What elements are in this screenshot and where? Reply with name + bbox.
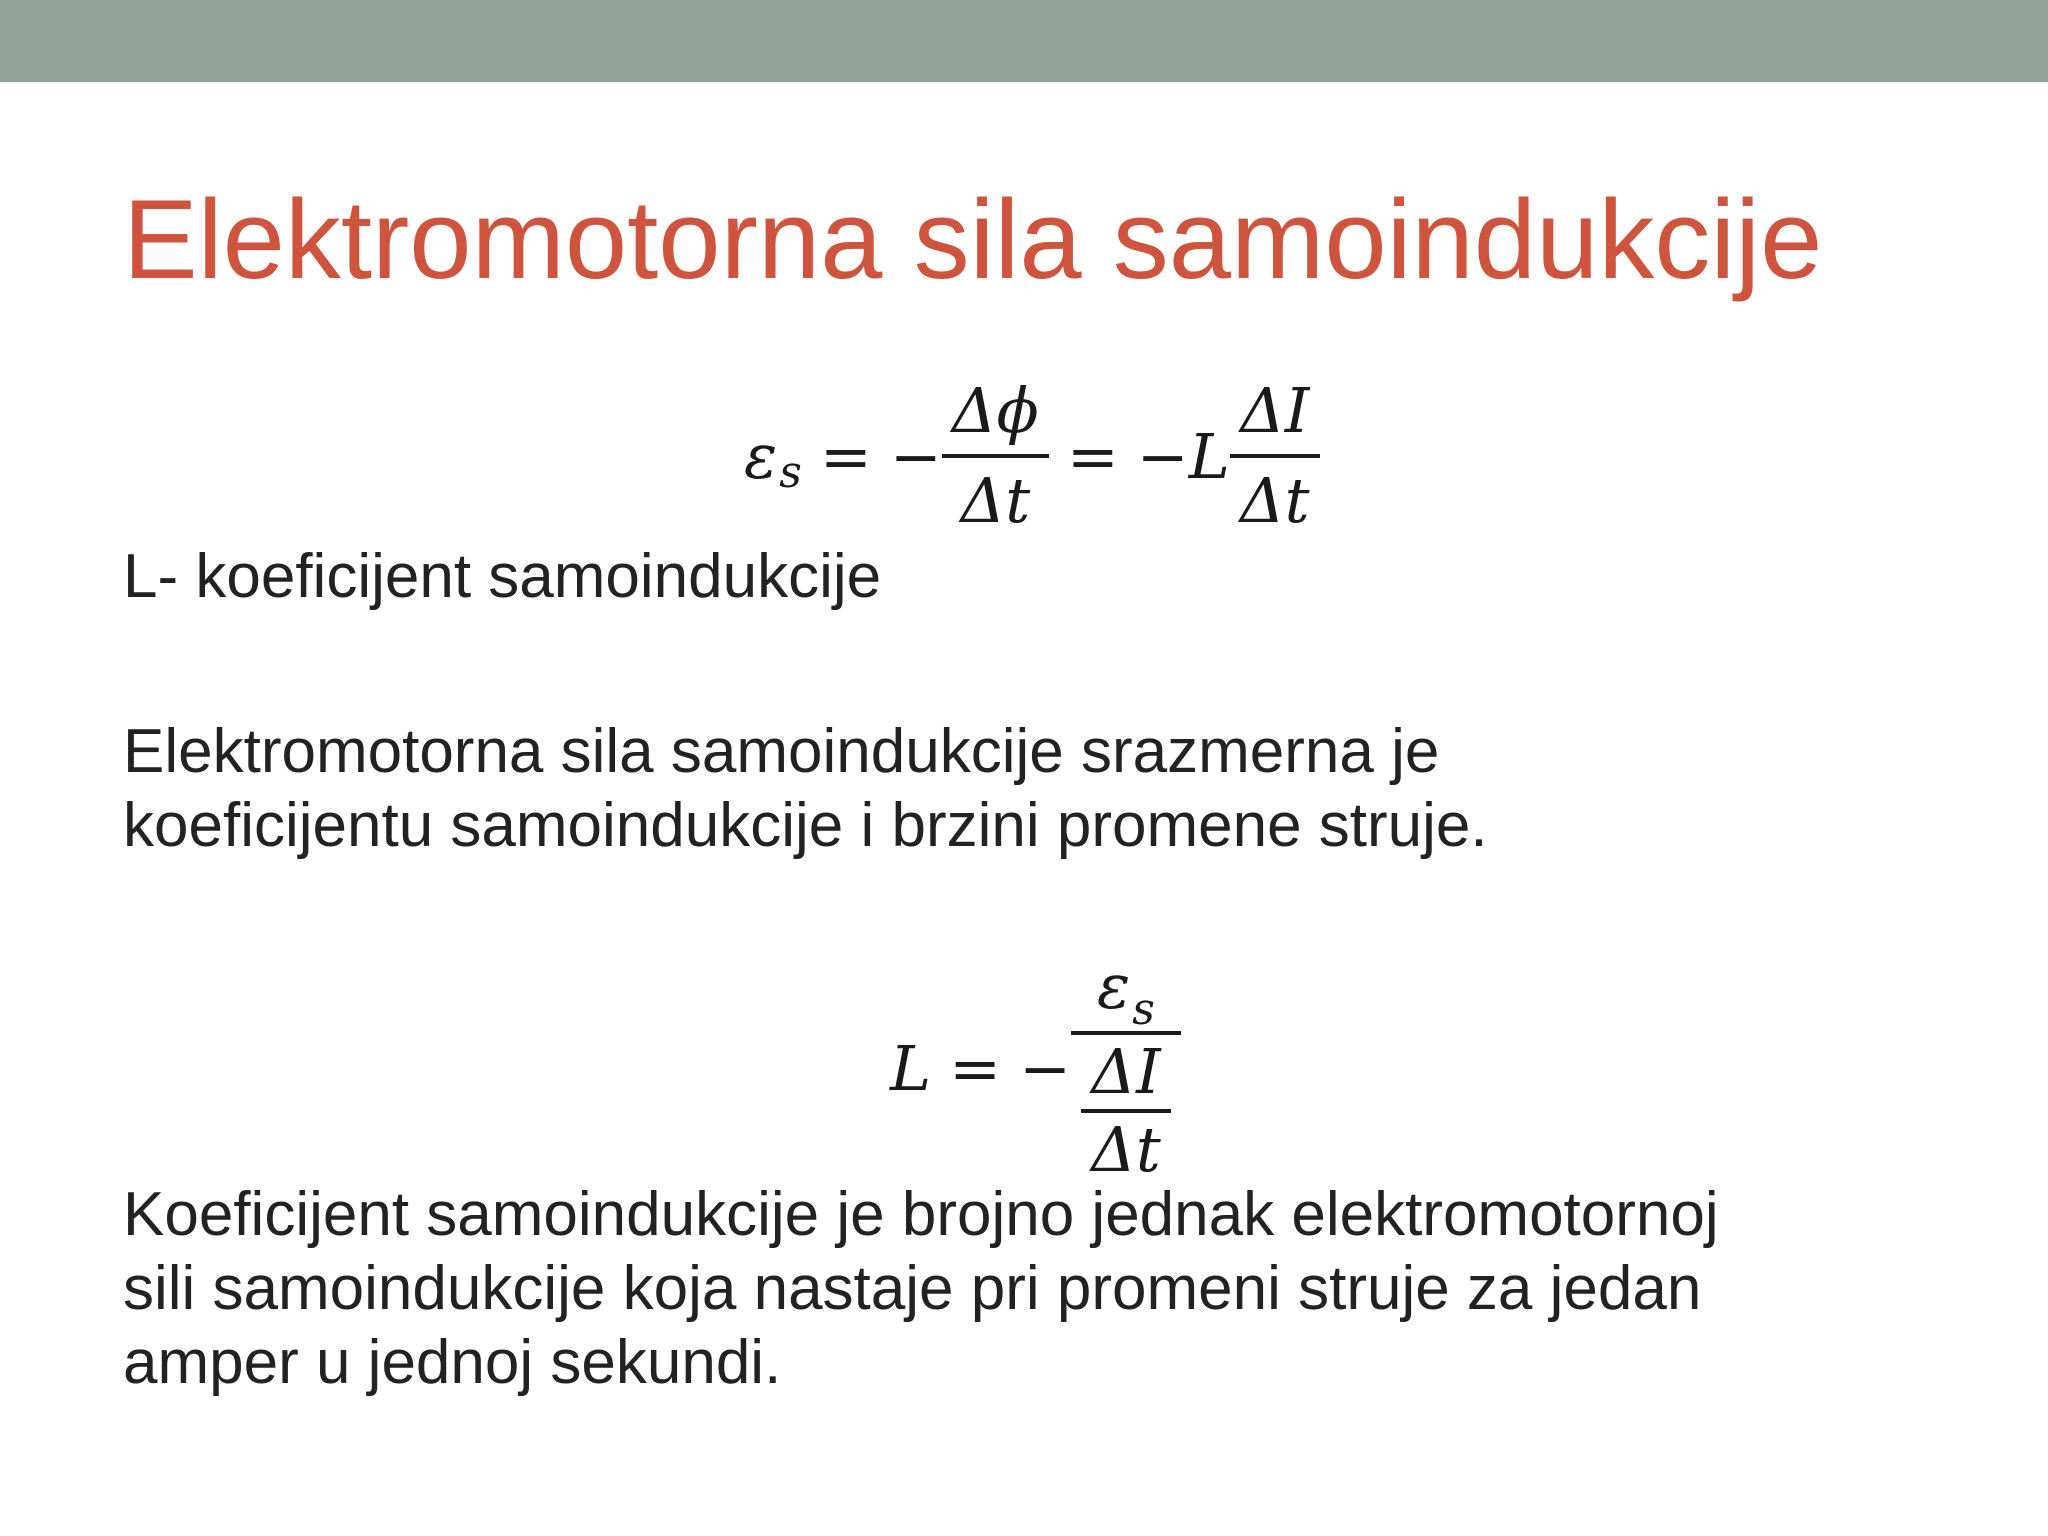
equals-sign: = [819, 419, 872, 493]
fraction-denominator: Δt [1239, 464, 1310, 537]
paragraph-line: amper u jednoj sekundi. [123, 1328, 782, 1397]
subscript-s: s [779, 446, 802, 498]
minus-sign: − [889, 419, 942, 493]
fraction-denominator [1071, 1035, 1181, 1187]
paragraph-line: sili samoindukcije koja nastaje pri promeni struje za jedan [123, 1254, 1702, 1323]
paragraph-line: Elektromotorna sila samoindukcije srazmerna je [123, 717, 1440, 786]
minus-L-term: −L [1136, 419, 1230, 493]
equals-sign: = [949, 1032, 1002, 1105]
fraction-current-over-time [1081, 1035, 1171, 1187]
slide-title: Elektromotorna sila samoindukcije [123, 177, 1823, 302]
paragraph-line: Koeficijent samoindukcije je brojno jednak elektromotornoj [123, 1180, 1719, 1249]
L-symbol: L [890, 1032, 932, 1105]
paragraph-line: koeficijentu samoindukcije i brzini promene struje. [123, 791, 1488, 860]
fraction-emf-over-rate [1071, 950, 1181, 1187]
epsilon-symbol: ε [744, 419, 778, 493]
fraction-denominator: Δt [1091, 1113, 1161, 1186]
equation-emf-self-induction [744, 368, 1320, 544]
paragraph-proportionality [123, 715, 1488, 863]
fraction-numerator: ΔI [1091, 1035, 1161, 1108]
subscript-s: s [1132, 984, 1155, 1035]
equation-inductance [890, 950, 1181, 1187]
paragraph-definition [123, 1178, 1719, 1400]
equals-sign: = [1066, 419, 1119, 493]
fraction-numerator: ΔI [1240, 374, 1310, 447]
fraction-numerator: Δϕ [951, 374, 1039, 447]
epsilon-symbol: ε [1096, 950, 1131, 1023]
minus-sign: − [1019, 1032, 1072, 1105]
fraction-numerator [1087, 950, 1165, 1035]
slide-top-bar [0, 0, 2048, 82]
fraction-flux-over-time [942, 368, 1049, 544]
fraction-current-over-time [1230, 368, 1320, 544]
definition-text: L- koeficijent samoindukcije [123, 542, 882, 611]
fraction-denominator: Δt [960, 464, 1031, 537]
